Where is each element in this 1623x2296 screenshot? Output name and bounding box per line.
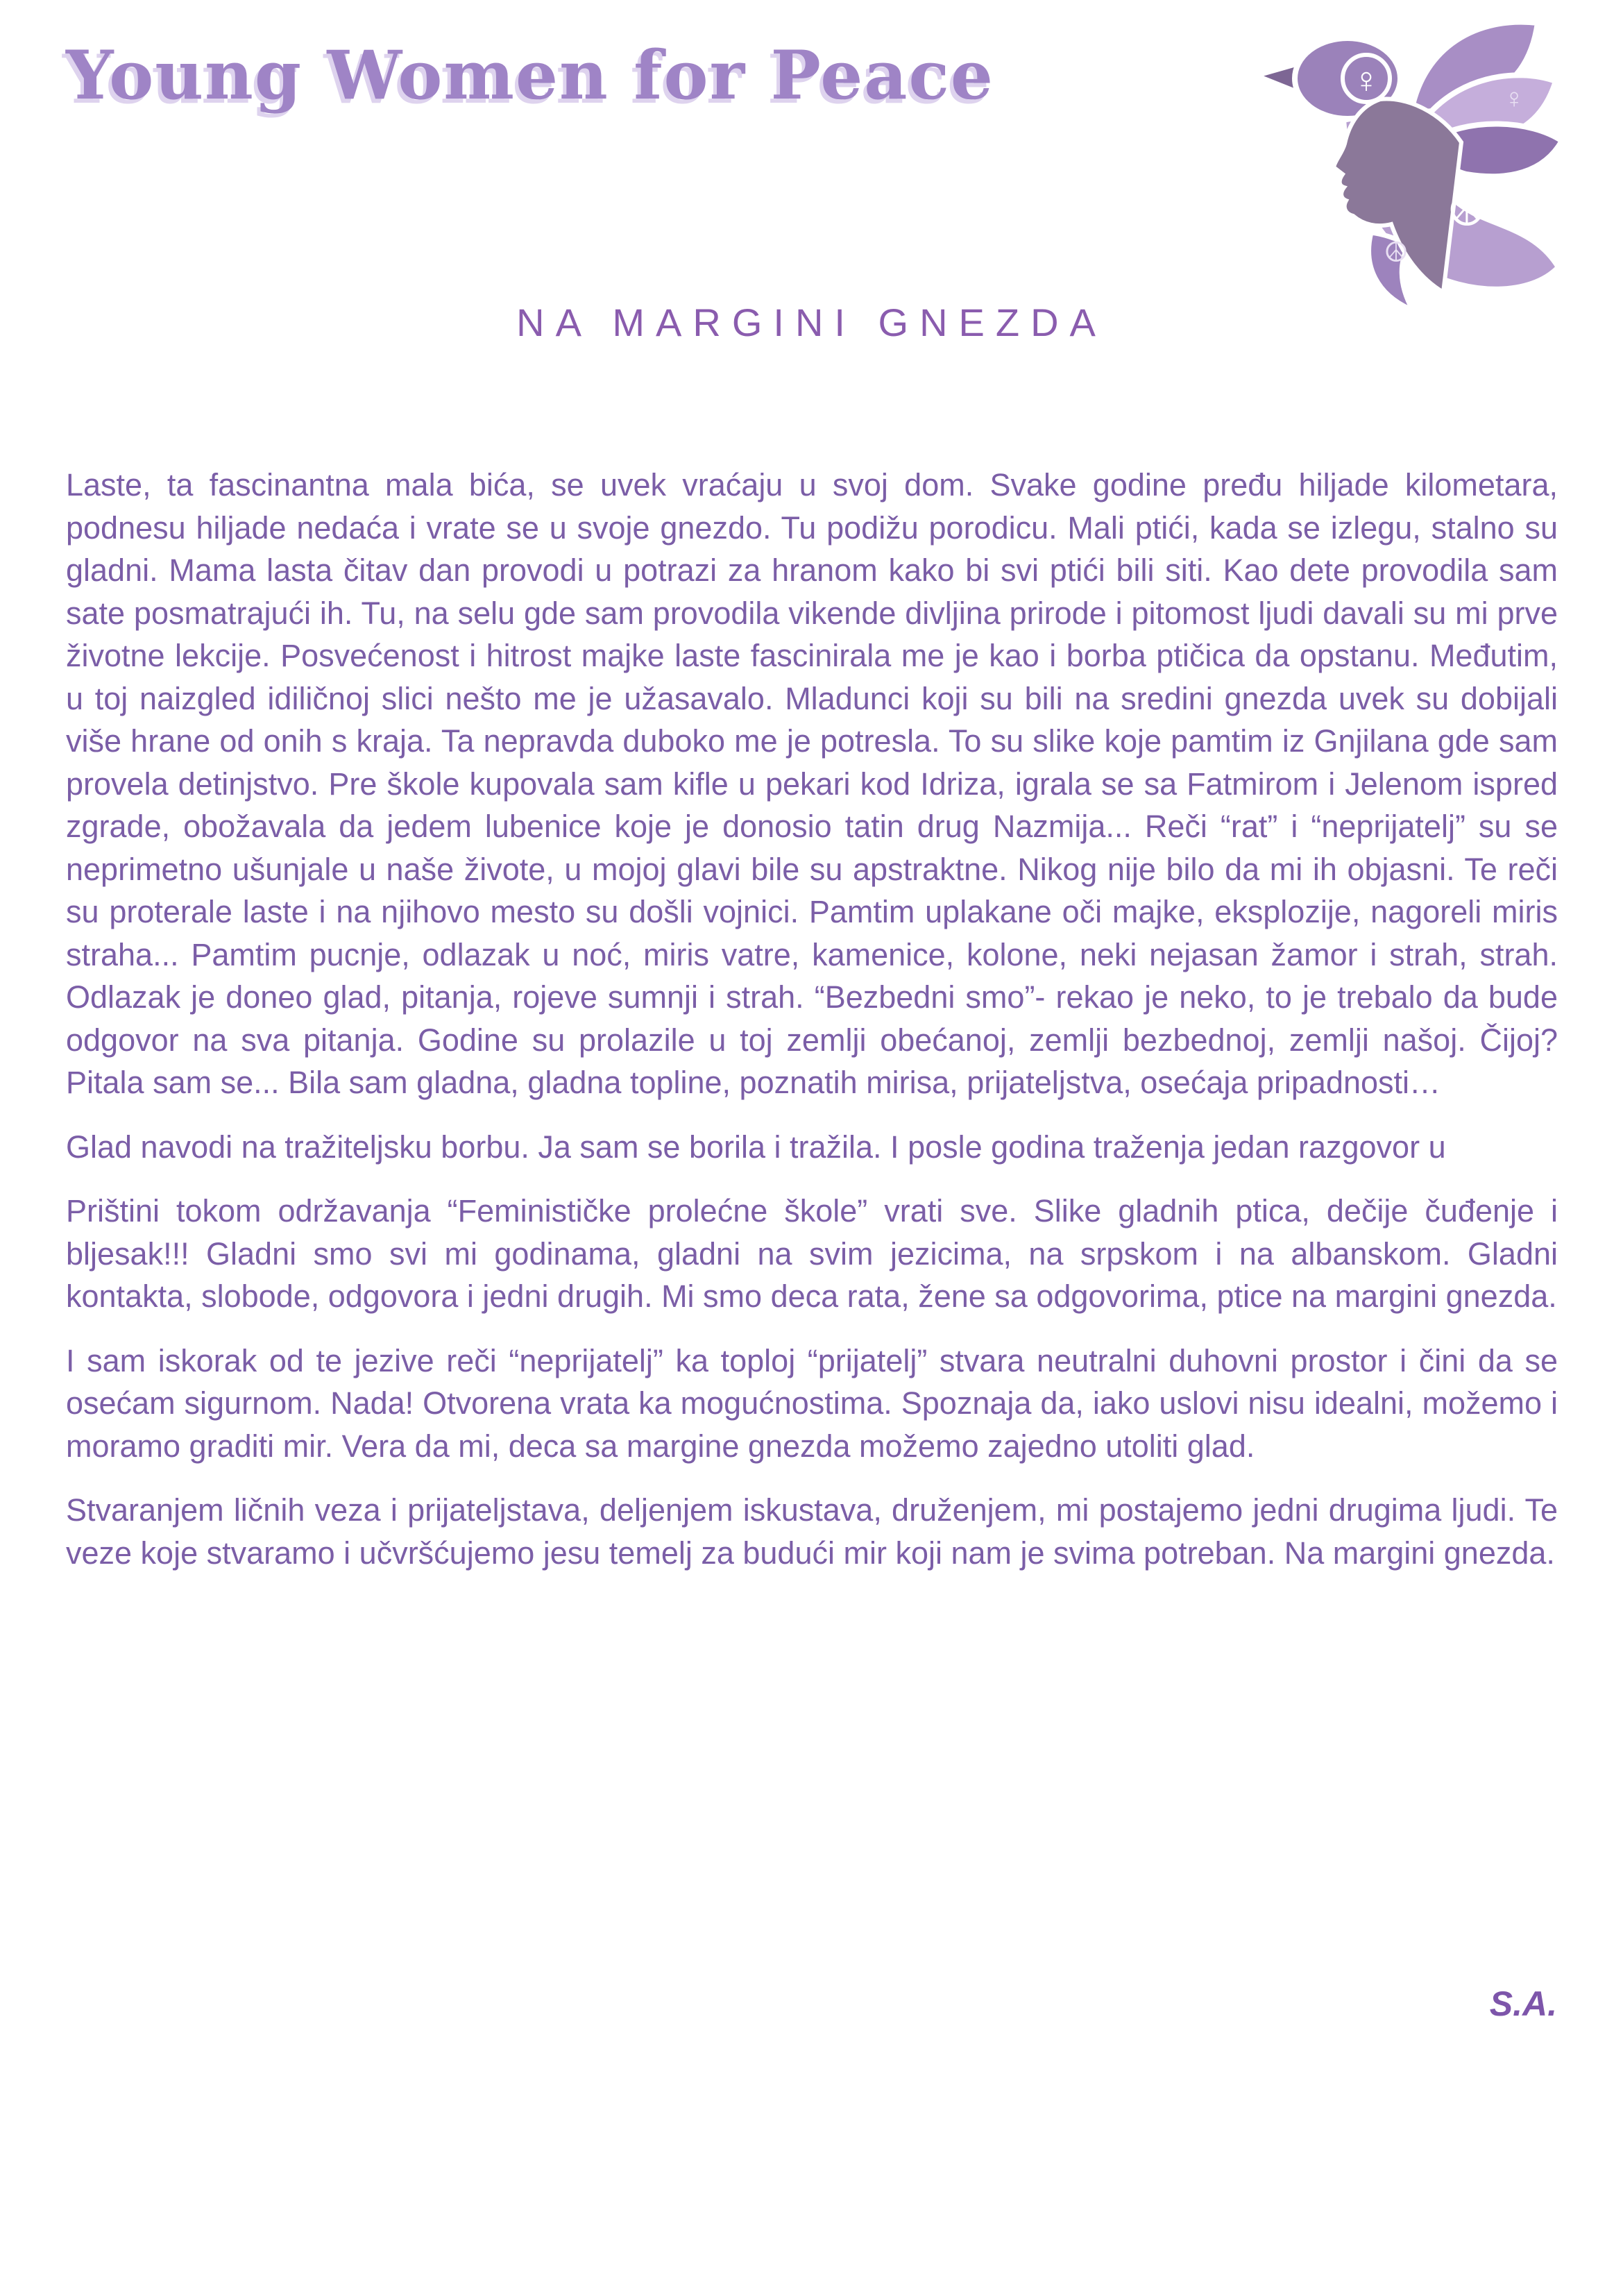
peace-symbol-icon: ☮ <box>1447 185 1487 235</box>
article-heading: NA MARGINI GNEZDA <box>516 301 1107 344</box>
female-symbol-icon: ♀ <box>1504 83 1524 114</box>
article-paragraph: Laste, ta fascinantna mala bića, se uvek vraćaju u svoj dom. Svake godine pređu hiljade kilometara, podnesu hiljade nedaća i vrate se u svoje gnezdo. Tu podižu porodicu. Mali ptići, kada se izlegu, stalno su gladni. Mama lasta čitav dan provodi u potrazi za hranom kako bi svi ptići bili siti. Kao dete provodila sam sate posmatrajući ih. Tu, na selu gde sam provodila vikende divljina prirode i pitomost ljudi davali su mi prve životne lekcije. Posvećenost i hitrost majke laste fascinirala me je kao i borba ptičica da opstanu. Međutim, u toj naizgled idiličnoj slici nešto me je užasavalo. Mladunci koji su bili na sredini gnezda uvek su dobijali više hrane od onih s kraja. Ta nepravda duboko me je potresla. To su slike koje pamtim iz Gnjilana gde sam provela detinjstvo. Pre škole kupovala sam kifle u pekari kod Idriza, igrala se sa Fatmirom i Jelenom ispred zgrade, obožavala da jedem lubenice koje je donosio tatin drug Nazmija... Reči “rat” i “neprijatelj” su se neprimetno ušunjale u naše živote, u mojoj glavi bile su apstraktne. Nikog nije bilo da mi ih objasni. Te reči su proterale laste i na njihovo mesto su došli vojnici. Pamtim uplakane oči majke, eksplozije, nagoreli miris straha... Pamtim pucnje, odlazak u noć, miris vatre, kamenice, kolone, neki nejasan žamor i strah, strah. Odlazak je doneo glad, pitanja, rojeve sumnji i strah. “Bezbedni smo”- rekao je neko, to je trebalo da bude odgovor na sva pitanja. Godine su prolazile u toj zemlji obećanoj, zemlji bezbednoj, zemlji našoj. Čijoj? Pitala sam se... Bila sam gladna, gladna topline, poznatih mirisa, prijateljstva, osećaja pripadnosti… <box>66 467 1558 1100</box>
article-paragraph: I sam iskorak od te jezive reči “neprijatelj” ka toploj “prijatelj” stvara neutralni duhovni prostor i čini da se osećam sigurnom. Nada! Otvorena vrata ka mogućnostima. Spoznaja da, iako uslovi nisu idealni, možemo i moramo graditi mir. Vera da mi, deca sa margine gnezda možemo zajedno utoliti glad. <box>66 1342 1558 1464</box>
dove-woman-logo <box>1238 3 1574 316</box>
female-symbol-icon: ♀ <box>1434 275 1458 309</box>
article-paragraph: Stvaranjem ličnih veza i prijateljstava, deljenjem iskustava, druženjem, mi postajemo jedni drugima ljudi. Te veze koje stvaramo i učvršćujemo jesu temelj za budući mir koji nam je svima potreban. Na margini gnezda. <box>66 1492 1558 1571</box>
article-paragraph: Prištini tokom održavanja “Feminističke prolećne škole” vrati sve. Slike gladnih ptica, dečije čuđenje i bljesak!!! Gladni smo svi mi godinama, gladni na svim jezicima, na srpskom i na albanskom. Gladni kontakta, slobode, odgovora i jedni drugih. Mi smo deca rata, žene sa odgovorima, ptice na margini gnezda. <box>66 1193 1558 1314</box>
article-paragraph: Glad navodi na tražiteljsku borbu. Ja sam se borila i tražila. I posle godina traženja jedan razgovor u <box>66 1129 1446 1165</box>
author-initials: S.A. <box>1489 1984 1557 2023</box>
org-title: Young Women for Peace <box>66 36 994 115</box>
female-symbol-icon: ♀ <box>1352 60 1380 101</box>
peace-symbol-icon: ☮ <box>1384 237 1409 268</box>
article-body <box>66 464 1558 1596</box>
